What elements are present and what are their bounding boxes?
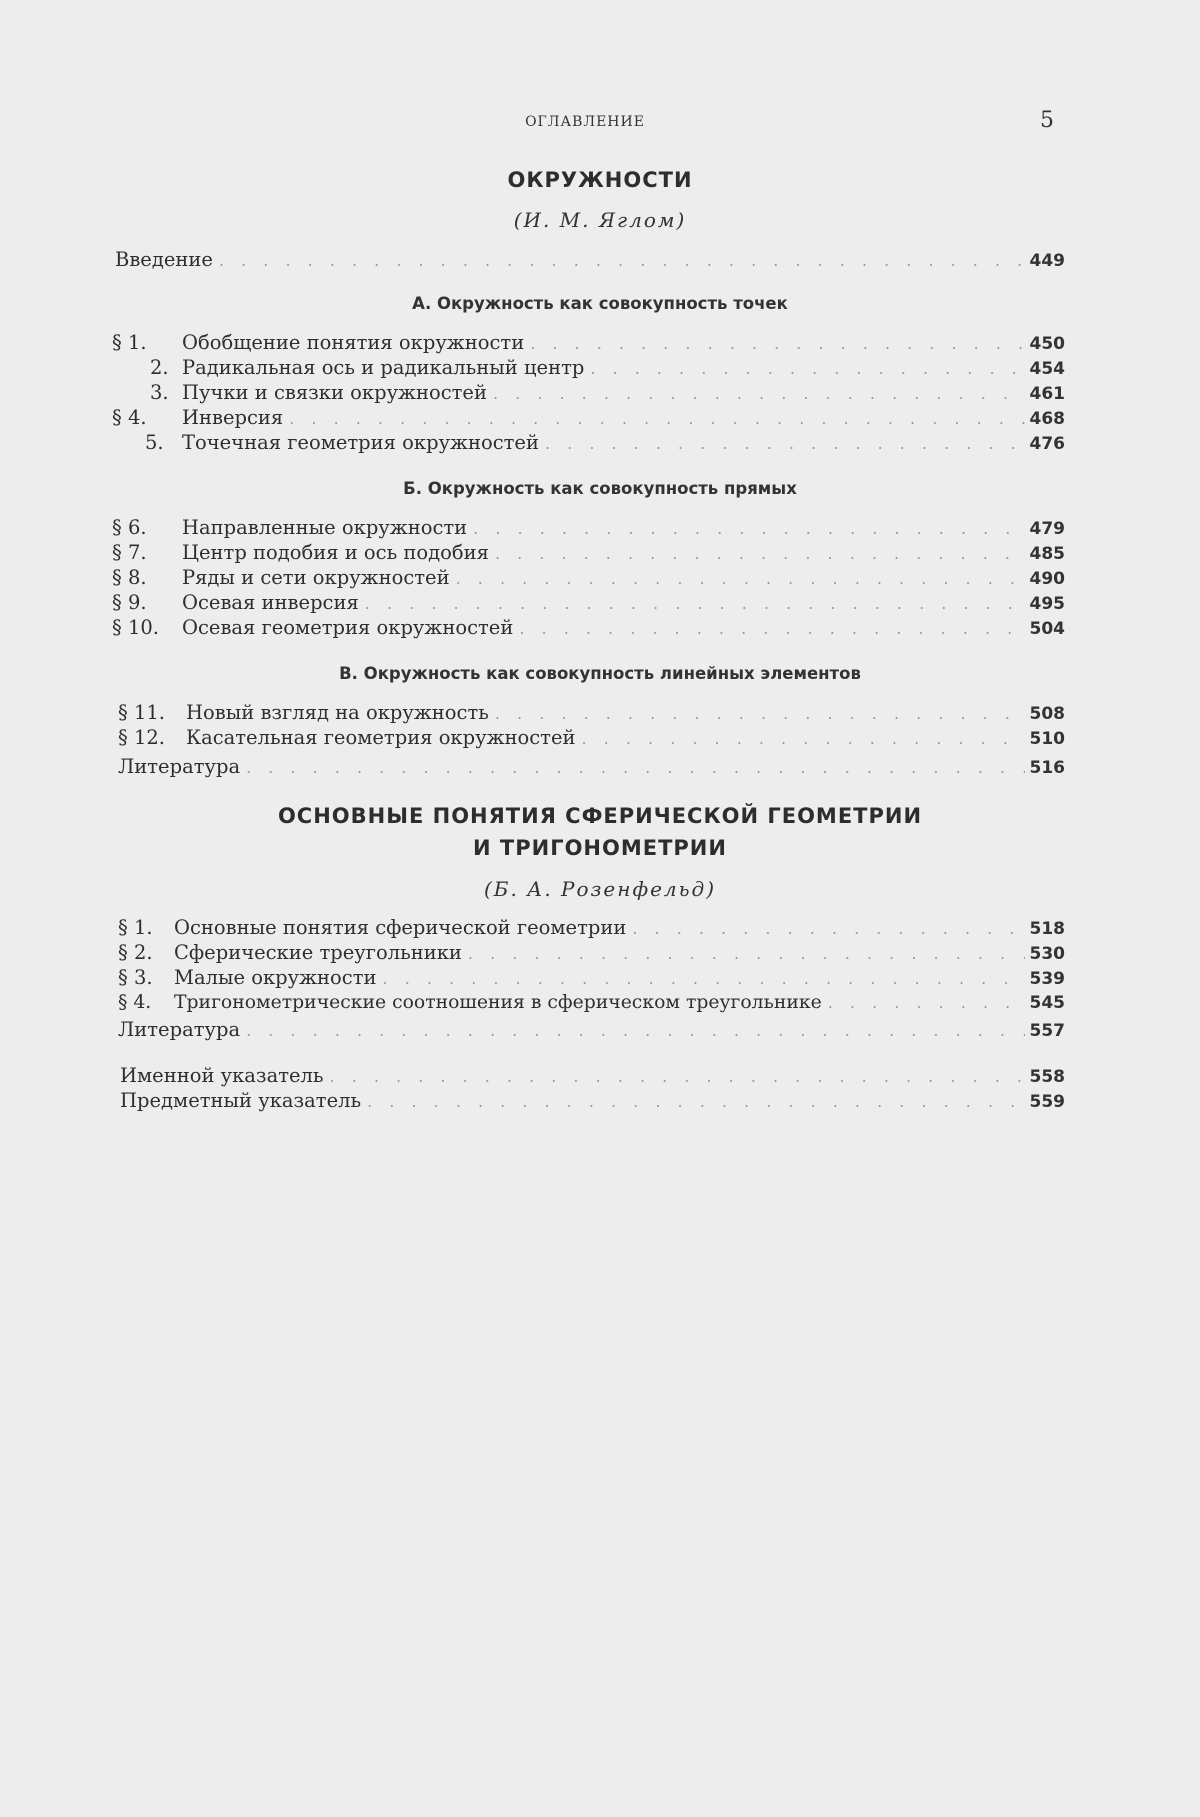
toc-entry-literature[interactable] — [118, 754, 1065, 779]
toc-entry-literature[interactable] — [118, 1017, 1065, 1042]
dot-leader — [495, 541, 1025, 566]
dot-leader — [246, 755, 1025, 780]
toc-entry-page: 468 — [1029, 409, 1065, 429]
part-author-yaglom: (И. М. Яглом) — [513, 208, 687, 232]
toc-entry[interactable] — [118, 700, 1065, 725]
toc-entry-number: § 6. — [112, 516, 147, 539]
dot-leader — [582, 726, 1026, 751]
running-head-title: ОГЛАВЛЕНИЕ — [525, 114, 645, 130]
dot-leader — [330, 1064, 1025, 1089]
toc-entry-introduction[interactable] — [115, 247, 1065, 272]
toc-entry-page: 510 — [1029, 729, 1065, 749]
toc-entry-page: 557 — [1029, 1021, 1065, 1041]
dot-leader — [828, 990, 1025, 1015]
section-heading-a: А. Окружность как совокупность точек — [412, 294, 788, 313]
toc-entry-title: Новый взгляд на окружность — [186, 701, 489, 724]
toc-entry[interactable] — [150, 380, 1065, 405]
section-heading-c: В. Окружность как совокупность линейных элементов — [339, 664, 861, 683]
toc-entry-title: Тригонометрические соотношения в сферическом треугольнике — [174, 992, 822, 1013]
toc-entry-page: 559 — [1029, 1092, 1065, 1112]
dot-leader — [493, 381, 1025, 406]
toc-entry-name-index[interactable] — [120, 1063, 1065, 1088]
toc-entry-title: Касательная геометрия окружностей — [186, 726, 576, 749]
dot-leader — [289, 406, 1025, 431]
toc-entry-page: 518 — [1029, 919, 1065, 939]
toc-entry-number: § 2. — [118, 941, 153, 964]
toc-entry-page: 450 — [1029, 334, 1065, 354]
toc-entry-title: Ряды и сети окружностей — [182, 566, 450, 589]
dot-leader — [473, 516, 1025, 541]
toc-entry-page: 485 — [1029, 544, 1065, 564]
toc-entry-number: 5. — [145, 431, 164, 454]
toc-entry-number: § 12. — [118, 726, 165, 749]
toc-entry-number: 2. — [150, 356, 169, 379]
toc-entry[interactable] — [118, 940, 1065, 965]
dot-leader — [365, 591, 1025, 616]
dot-leader — [530, 331, 1025, 356]
toc-entry-page: 479 — [1029, 519, 1065, 539]
toc-entry-number: § 1. — [118, 916, 153, 939]
toc-entry-title: Сферические треугольники — [174, 941, 462, 964]
toc-entry-title: Осевая геометрия окружностей — [182, 616, 514, 639]
toc-entry-title: Предметный указатель — [120, 1089, 362, 1112]
toc-entry-title: Точечная геометрия окружностей — [182, 431, 539, 454]
toc-entry-number: 3. — [150, 381, 169, 404]
dot-leader — [246, 1018, 1025, 1043]
toc-entry-page: 558 — [1029, 1067, 1065, 1087]
toc-entry-title: Литература — [118, 755, 241, 778]
dot-leader — [590, 356, 1025, 381]
toc-entry-title: Малые окружности — [174, 966, 377, 989]
toc-entry-subject-index[interactable] — [120, 1088, 1065, 1113]
dot-leader — [519, 616, 1025, 641]
toc-entry[interactable] — [112, 405, 1065, 430]
toc-entry-number: § 4. — [118, 992, 152, 1013]
toc-entry[interactable] — [112, 565, 1065, 590]
toc-entry-title: Именной указатель — [120, 1064, 324, 1087]
toc-entry[interactable] — [118, 965, 1065, 990]
toc-entry[interactable] — [118, 725, 1065, 750]
section-heading-b: Б. Окружность как совокупность прямых — [403, 479, 797, 498]
toc-entry[interactable] — [112, 515, 1065, 540]
part-author-rozenfeld: (Б. А. Розенфельд) — [483, 877, 717, 901]
part-title-spherical-line2: И ТРИГОНОМЕТРИИ — [473, 836, 727, 860]
toc-entry-page: 495 — [1029, 594, 1065, 614]
toc-entry-title: Введение — [115, 248, 213, 271]
toc-entry-number: § 10. — [112, 616, 159, 639]
toc-entry[interactable] — [112, 330, 1065, 355]
toc-entry-title: Литература — [118, 1018, 241, 1041]
toc-entry-page: 530 — [1029, 944, 1065, 964]
dot-leader — [468, 941, 1025, 966]
toc-entry-title: Обобщение понятия окружности — [182, 331, 525, 354]
toc-entry-number: § 3. — [118, 966, 153, 989]
toc-entry-number: § 11. — [118, 701, 165, 724]
toc-entry[interactable] — [150, 355, 1065, 380]
toc-entry-number: § 1. — [112, 331, 147, 354]
toc-entry-page: 454 — [1029, 359, 1065, 379]
toc-entry-page: 516 — [1029, 758, 1065, 778]
dot-leader — [219, 248, 1025, 273]
part-title-spherical-line1: ОСНОВНЫЕ ПОНЯТИЯ СФЕРИЧЕСКОЙ ГЕОМЕТРИИ — [277, 804, 923, 828]
toc-entry-title: Пучки и связки окружностей — [182, 381, 487, 404]
toc-entry[interactable] — [118, 990, 1065, 1015]
part-title-circles: ОКРУЖНОСТИ — [507, 168, 693, 192]
toc-entry-page: 461 — [1029, 384, 1065, 404]
toc-entry-page: 539 — [1029, 969, 1065, 989]
dot-leader — [632, 916, 1025, 941]
toc-entry-number: § 8. — [112, 566, 147, 589]
toc-entry[interactable] — [112, 590, 1065, 615]
toc-entry-page: 504 — [1029, 619, 1065, 639]
toc-entry-title: Основные понятия сферической геометрии — [174, 916, 627, 939]
toc-entry-title: Инверсия — [182, 406, 284, 429]
toc-entry[interactable] — [118, 915, 1065, 940]
toc-entry-title: Центр подобия и ось подобия — [182, 541, 489, 564]
toc-entry-page: 490 — [1029, 569, 1065, 589]
toc-entry-number: § 7. — [112, 541, 147, 564]
dot-leader — [495, 701, 1025, 726]
dot-leader — [456, 566, 1025, 591]
toc-entry[interactable] — [112, 540, 1065, 565]
toc-entry-page: 508 — [1029, 704, 1065, 724]
dot-leader — [545, 431, 1025, 456]
running-head — [0, 108, 1200, 138]
toc-entry[interactable] — [112, 615, 1065, 640]
toc-entry-number: § 4. — [112, 406, 147, 429]
toc-entry-title: Направленные окружности — [182, 516, 468, 539]
page-number: 5 — [1040, 108, 1054, 133]
toc-entry-title: Радикальная ось и радикальный центр — [182, 356, 585, 379]
toc-entry[interactable] — [145, 430, 1065, 455]
dot-leader — [367, 1089, 1025, 1114]
toc-entry-page: 545 — [1029, 993, 1065, 1013]
toc-entry-page: 476 — [1029, 434, 1065, 454]
toc-entry-number: § 9. — [112, 591, 147, 614]
toc-entry-page: 449 — [1029, 251, 1065, 271]
dot-leader — [383, 966, 1025, 991]
toc-entry-title: Осевая инверсия — [182, 591, 359, 614]
